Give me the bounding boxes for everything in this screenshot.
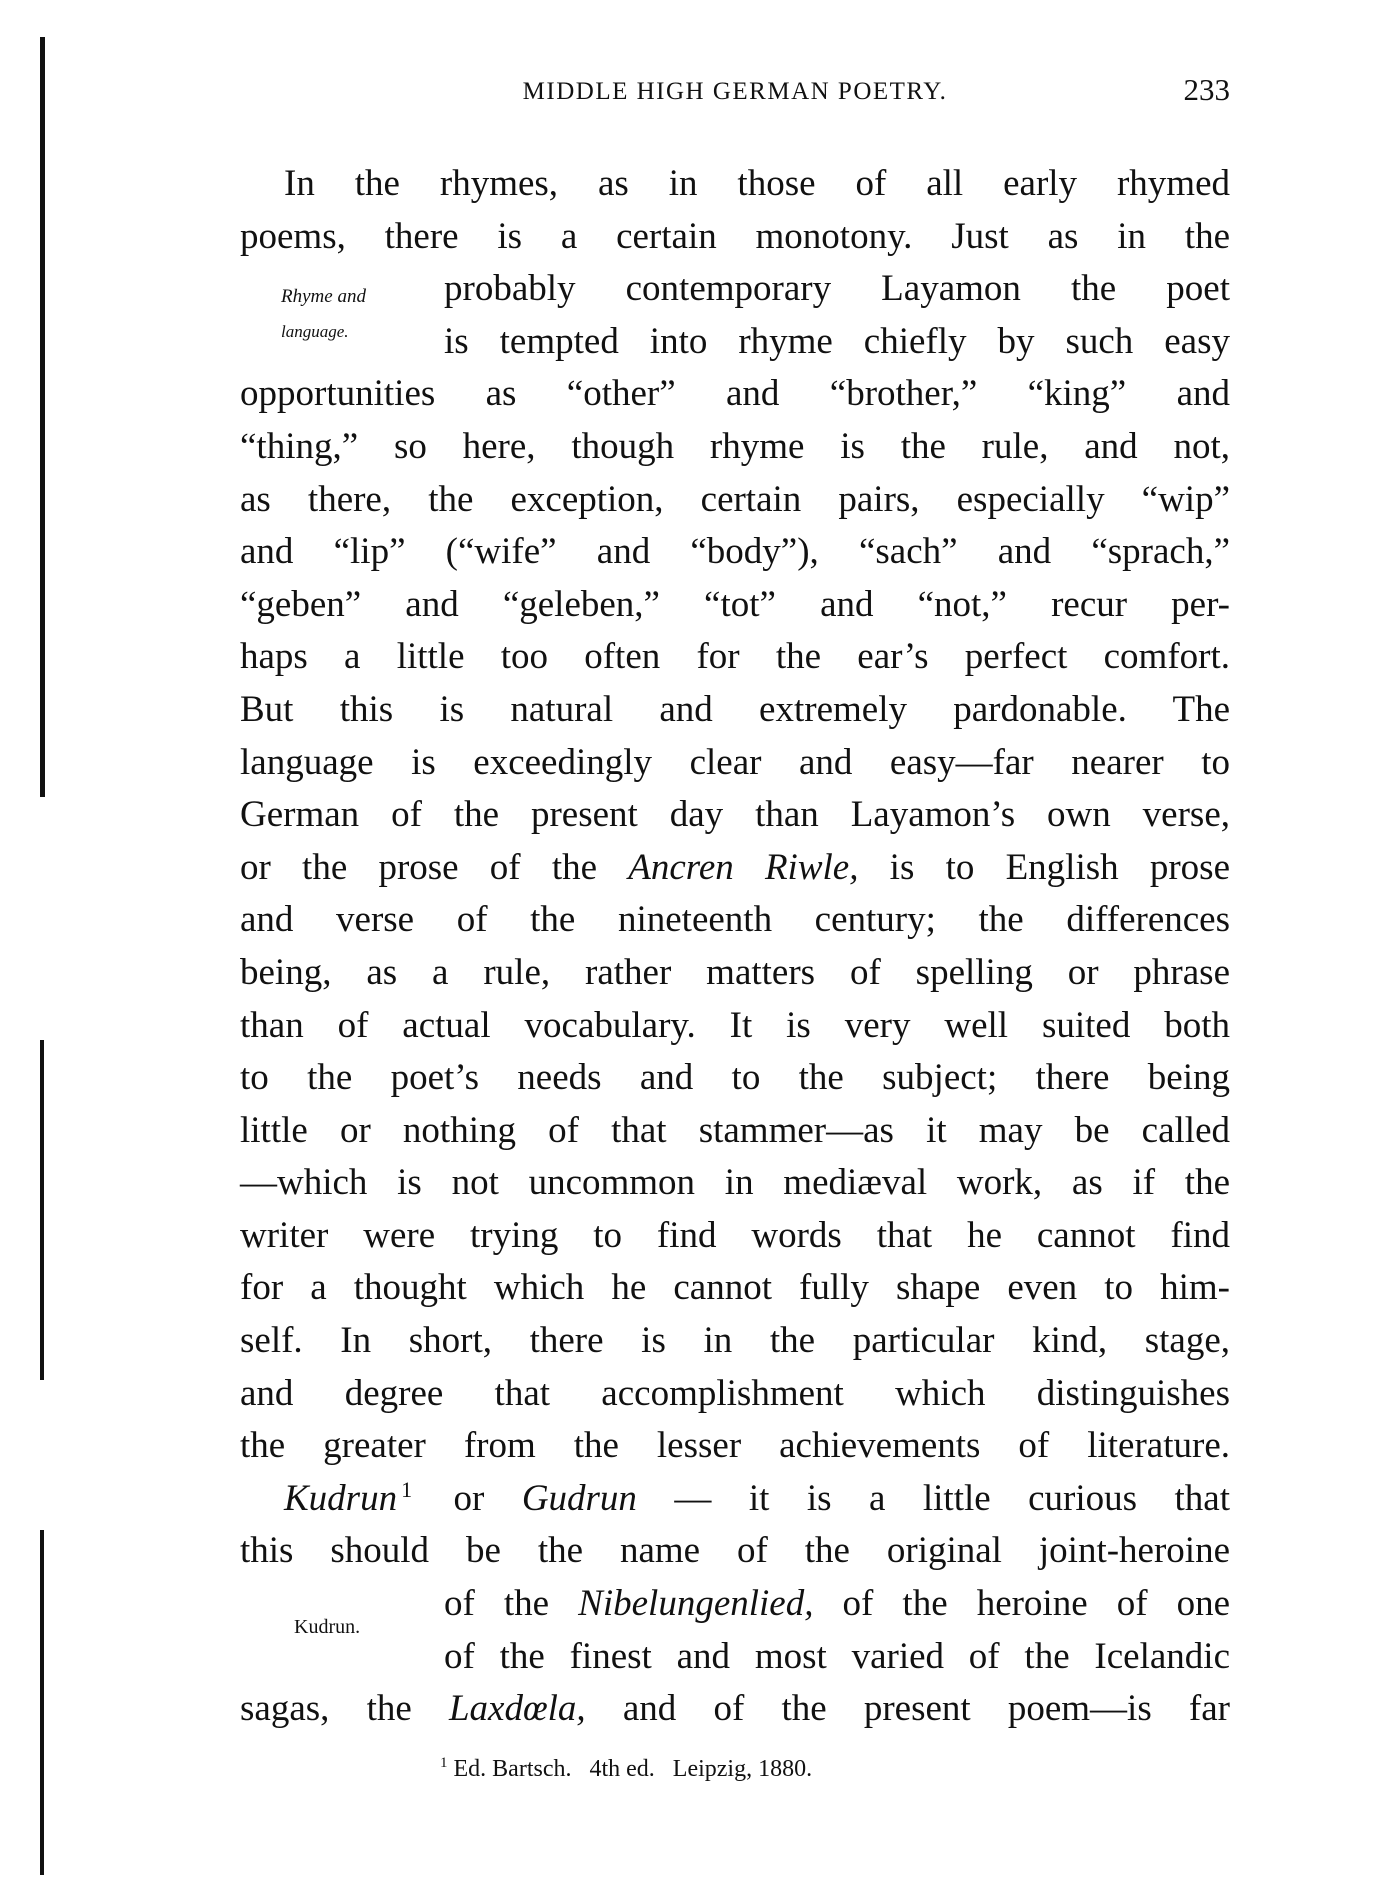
text-line bbox=[240, 263, 1230, 316]
text-segment: and verse of the nineteenth century; the differences bbox=[240, 899, 1230, 941]
text-line bbox=[240, 368, 1230, 421]
italic-text: Kudrun bbox=[284, 1477, 398, 1519]
text-segment: “geben” and “geleben,” “tot” and “not,” recur per- bbox=[240, 583, 1230, 625]
text-segment: and degree that accomplishment which distinguishes bbox=[240, 1372, 1230, 1414]
text-line bbox=[240, 1262, 1230, 1315]
text-line bbox=[240, 1368, 1230, 1421]
italic-text: Gudrun bbox=[521, 1477, 637, 1519]
text-line bbox=[240, 1315, 1230, 1368]
text-segment: German of the present day than Layamon’s own verse, bbox=[240, 794, 1230, 836]
text-line bbox=[240, 158, 1230, 211]
body-text bbox=[240, 158, 1230, 1736]
text-line bbox=[240, 684, 1230, 737]
text-segment: being, as a rule, rather matters of spelling or phrase bbox=[240, 951, 1230, 993]
text-line bbox=[240, 1157, 1230, 1210]
text-segment: or bbox=[416, 1477, 522, 1519]
text-line bbox=[240, 1631, 1230, 1684]
text-line bbox=[240, 789, 1230, 842]
text-line bbox=[240, 1210, 1230, 1263]
text-line bbox=[240, 1420, 1230, 1473]
text-segment: sagas, the bbox=[240, 1688, 449, 1730]
text-line bbox=[240, 1578, 1230, 1631]
margin-note: language. bbox=[281, 322, 349, 341]
text-line bbox=[240, 1683, 1230, 1736]
italic-text: Nibelungenlied, bbox=[578, 1583, 814, 1625]
text-line bbox=[240, 526, 1230, 579]
italic-text: Laxdœla, bbox=[448, 1688, 586, 1730]
text-line bbox=[240, 474, 1230, 527]
text-segment: the greater from the lesser achievements of literature. bbox=[240, 1425, 1230, 1467]
text-line bbox=[240, 842, 1230, 895]
footnote-marker: 1 bbox=[440, 1755, 448, 1771]
text-line bbox=[240, 737, 1230, 790]
text-line bbox=[240, 1105, 1230, 1158]
text-segment: probably contemporary Layamon the poet bbox=[444, 268, 1230, 310]
text-line bbox=[240, 1473, 1230, 1526]
text-segment: of the bbox=[444, 1583, 579, 1625]
text-segment: “thing,” so here, though rhyme is the rule, and not, bbox=[240, 425, 1230, 467]
text-segment: this should be the name of the original joint-heroine bbox=[240, 1530, 1230, 1572]
text-segment: of the heroine of one bbox=[813, 1583, 1230, 1625]
text-segment: and of the present poem—is far bbox=[585, 1688, 1230, 1730]
text-segment: — it is a little curious that bbox=[636, 1477, 1230, 1519]
text-segment: little or nothing of that stammer—as it may be called bbox=[240, 1109, 1230, 1151]
text-line bbox=[240, 421, 1230, 474]
text-segment: to the poet’s needs and to the subject; there being bbox=[240, 1057, 1230, 1099]
page-number: 233 bbox=[1183, 72, 1230, 107]
text-line bbox=[240, 631, 1230, 684]
text-segment: is tempted into rhyme chiefly by such easy bbox=[444, 320, 1230, 362]
binding-edge bbox=[40, 37, 45, 797]
text-line bbox=[240, 316, 1230, 369]
footnote-text: Ed. Bartsch. 4th ed. Leipzig, 1880. bbox=[447, 1756, 813, 1782]
text-line bbox=[240, 894, 1230, 947]
text-segment: But this is natural and extremely pardonable. The bbox=[240, 688, 1230, 730]
text-line bbox=[240, 947, 1230, 1000]
text-segment: opportunities as “other” and “brother,” “king” and bbox=[240, 373, 1230, 415]
text-line bbox=[240, 211, 1230, 264]
text-line bbox=[240, 1000, 1230, 1053]
italic-text: Ancren Riwle, bbox=[628, 846, 859, 888]
text-segment: and “lip” (“wife” and “body”), “sach” and “sprach,” bbox=[240, 531, 1230, 573]
text-segment: self. In short, there is in the particular kind, stage, bbox=[240, 1320, 1230, 1362]
text-segment: haps a little too often for the ear’s perfect comfort. bbox=[240, 636, 1230, 678]
text-segment: writer were trying to find words that he cannot find bbox=[240, 1214, 1230, 1256]
margin-note: Rhyme and bbox=[281, 286, 366, 307]
binding-edge bbox=[40, 1530, 44, 1875]
text-segment: In the rhymes, as in those of all early rhymed bbox=[284, 163, 1230, 204]
text-line bbox=[240, 1525, 1230, 1578]
binding-edge bbox=[40, 1040, 44, 1380]
running-title: MIDDLE HIGH GERMAN POETRY. bbox=[522, 78, 948, 105]
text-segment: for a thought which he cannot fully shape even to him- bbox=[240, 1267, 1230, 1309]
text-segment: poems, there is a certain monotony. Just as in the bbox=[240, 215, 1230, 257]
footnote bbox=[440, 1755, 812, 1783]
text-line bbox=[240, 1052, 1230, 1105]
text-segment: of the finest and most varied of the Icelandic bbox=[444, 1635, 1230, 1677]
text-segment: language is exceedingly clear and easy—far nearer to bbox=[240, 741, 1230, 783]
text-segment: —which is not uncommon in mediæval work, as if the bbox=[240, 1162, 1230, 1204]
text-segment: or the prose of the bbox=[240, 846, 629, 888]
margin-note: Kudrun. bbox=[294, 1616, 361, 1638]
text-segment: is to English prose bbox=[858, 846, 1230, 888]
text-segment: than of actual vocabulary. It is very well suited both bbox=[240, 1004, 1230, 1046]
text-line bbox=[240, 579, 1230, 632]
footnote-reference: 1 bbox=[401, 1476, 413, 1502]
text-segment: as there, the exception, certain pairs, especially “wip” bbox=[240, 478, 1230, 520]
